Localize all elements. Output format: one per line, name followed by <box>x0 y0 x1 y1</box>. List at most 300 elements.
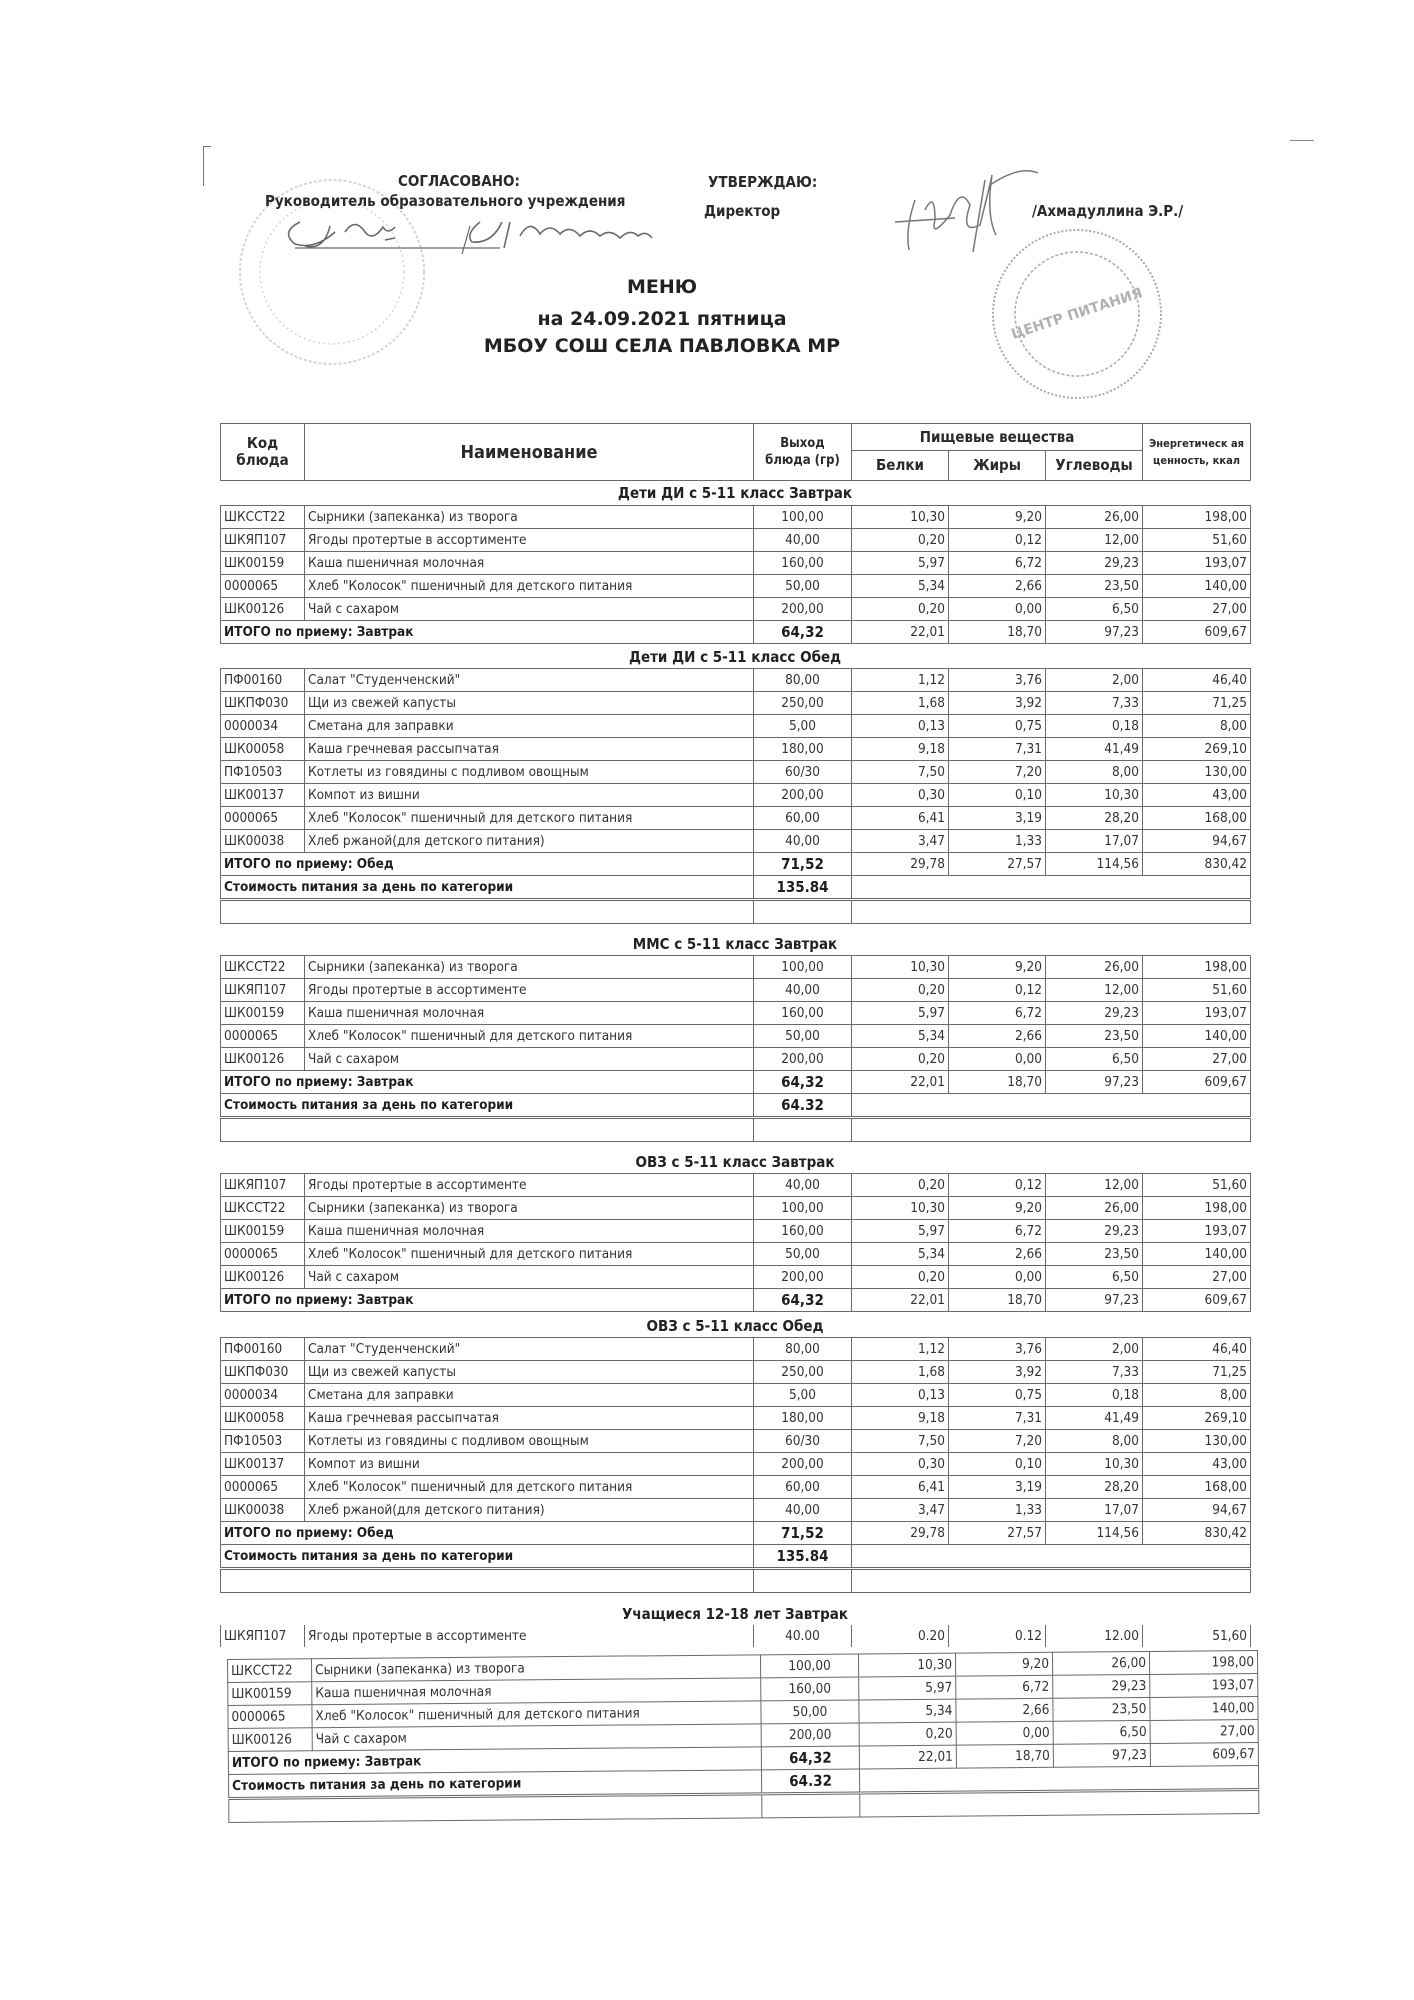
dish-protein: 9,18 <box>852 738 949 761</box>
section-title: Учащиеся 12-18 лет Завтрак <box>621 1605 849 1623</box>
dish-carbs: 8,00 <box>1046 1430 1143 1453</box>
empty-cell <box>221 1118 754 1142</box>
dish-carbs: 23,50 <box>1046 1243 1143 1266</box>
dish-name: Салат "Студенченский" <box>305 1338 754 1361</box>
total-carbs: 114,56 <box>1046 853 1143 876</box>
dish-fat: 3,76 <box>949 1338 1046 1361</box>
daily-cost-label: Стоимость питания за день по категории <box>221 1545 754 1569</box>
dish-energy: 94,67 <box>1143 830 1251 853</box>
table-row <box>221 761 1251 784</box>
dish-code: ШК00126 <box>228 1728 312 1752</box>
table-row <box>221 529 1251 552</box>
dish-protein: 0.20 <box>852 1625 949 1647</box>
total-label: ИТОГО по приему: Завтрак <box>228 1747 761 1775</box>
daily-cost-label: Стоимость питания за день по категории <box>221 876 754 900</box>
dish-yield: 80,00 <box>754 1338 852 1361</box>
dish-yield: 100,00 <box>754 1197 852 1220</box>
stamp-text: ЦЕНТР ПИТАНИЯ <box>1009 285 1145 343</box>
table-row <box>221 830 1251 853</box>
dish-fat: 6,72 <box>956 1675 1053 1699</box>
dish-yield: 40,00 <box>754 979 852 1002</box>
total-energy: 609,67 <box>1143 1071 1251 1094</box>
dish-yield: 50,00 <box>754 575 852 598</box>
dish-name: Ягоды протертые в ассортименте <box>305 1625 754 1647</box>
total-label: ИТОГО по приему: Обед <box>221 1522 754 1545</box>
dish-yield: 40,00 <box>754 830 852 853</box>
dish-fat: 0,00 <box>949 1266 1046 1289</box>
dish-name: Ягоды протертые в ассортименте <box>305 1174 754 1197</box>
dish-carbs: 26,00 <box>1046 1197 1143 1220</box>
table-row <box>221 1361 1251 1384</box>
dish-energy: 168,00 <box>1143 807 1251 830</box>
dish-energy: 198,00 <box>1149 1651 1257 1675</box>
dish-fat: 0,12 <box>949 529 1046 552</box>
dish-carbs: 29,23 <box>1046 552 1143 575</box>
dish-energy: 51,60 <box>1143 529 1251 552</box>
dish-fat: 0,12 <box>949 979 1046 1002</box>
dish-yield: 40.00 <box>754 1625 852 1647</box>
dish-protein: 0,20 <box>852 1174 949 1197</box>
dish-yield: 60/30 <box>754 1430 852 1453</box>
dish-carbs: 10,30 <box>1046 1453 1143 1476</box>
dish-protein: 0,20 <box>852 529 949 552</box>
total-fat: 18,70 <box>949 621 1046 644</box>
dish-fat: 0,12 <box>949 1174 1046 1197</box>
section-title: Дети ДИ с 5-11 класс Завтрак <box>617 484 853 502</box>
dish-fat: 0,75 <box>949 715 1046 738</box>
dish-energy: 140,00 <box>1150 1697 1258 1721</box>
dish-name: Ягоды протертые в ассортименте <box>305 979 754 1002</box>
dish-yield: 60,00 <box>754 807 852 830</box>
dish-fat: 3,19 <box>949 807 1046 830</box>
menu-section-table <box>220 668 1251 924</box>
empty-cell <box>852 876 1251 900</box>
dish-energy: 27,00 <box>1143 1266 1251 1289</box>
dish-name: Хлеб "Колосок" пшеничный для детского питания <box>305 1476 754 1499</box>
dish-carbs: 0,18 <box>1046 715 1143 738</box>
dish-energy: 71,25 <box>1143 1361 1251 1384</box>
dish-carbs: 28,20 <box>1046 807 1143 830</box>
dish-protein: 10,30 <box>852 956 949 979</box>
table-row <box>221 552 1251 575</box>
dish-carbs: 41,49 <box>1046 738 1143 761</box>
dish-energy: 43,00 <box>1143 1453 1251 1476</box>
dish-carbs: 10,30 <box>1046 784 1143 807</box>
dish-carbs: 6,50 <box>1046 1266 1143 1289</box>
dish-yield: 60/30 <box>754 761 852 784</box>
dish-code: ШКЯП107 <box>221 1174 305 1197</box>
dish-fat: 7,31 <box>949 1407 1046 1430</box>
dish-name: Каша гречневая рассыпчатая <box>305 738 754 761</box>
dish-carbs: 26,00 <box>1046 506 1143 529</box>
table-row <box>221 956 1251 979</box>
dish-energy: 27,00 <box>1143 1048 1251 1071</box>
dish-carbs: 12,00 <box>1046 529 1143 552</box>
table-row <box>221 1048 1251 1071</box>
dish-code: ШК00137 <box>221 784 305 807</box>
dish-carbs: 6,50 <box>1053 1720 1150 1744</box>
total-yield: 64,32 <box>754 1289 852 1312</box>
dish-name: Каша пшеничная молочная <box>305 552 754 575</box>
dish-code: ПФ00160 <box>221 1338 305 1361</box>
dish-carbs: 26,00 <box>1046 956 1143 979</box>
dish-energy: 8,00 <box>1143 1384 1251 1407</box>
col-code-header: Код блюда <box>221 424 305 481</box>
dish-name: Хлеб "Колосок" пшеничный для детского питания <box>305 1025 754 1048</box>
col-fat-header: Жиры <box>949 451 1046 481</box>
table-row <box>221 575 1251 598</box>
dish-name: Компот из вишни <box>305 784 754 807</box>
dish-energy: 193,07 <box>1143 552 1251 575</box>
dish-fat: 0.12 <box>949 1625 1046 1647</box>
dish-fat: 7,20 <box>949 761 1046 784</box>
dish-fat: 0,10 <box>949 1453 1046 1476</box>
dish-protein: 5,34 <box>852 1243 949 1266</box>
dish-carbs: 12,00 <box>1046 1174 1143 1197</box>
dish-fat: 7,20 <box>949 1430 1046 1453</box>
table-row <box>221 598 1251 621</box>
total-row <box>221 853 1251 876</box>
dish-fat: 6,72 <box>949 552 1046 575</box>
dish-protein: 1,68 <box>852 1361 949 1384</box>
dish-protein: 0,20 <box>852 979 949 1002</box>
total-energy: 830,42 <box>1143 853 1251 876</box>
table-row <box>221 1338 1251 1361</box>
dish-code: ШКССТ22 <box>221 506 305 529</box>
dish-protein: 9,18 <box>852 1407 949 1430</box>
menu-section-table <box>220 1173 1251 1312</box>
dish-yield: 50,00 <box>754 1243 852 1266</box>
col-nutrients-header: Пищевые вещества <box>852 424 1143 451</box>
total-row <box>221 1289 1251 1312</box>
total-protein: 29,78 <box>852 853 949 876</box>
dish-protein: 0,20 <box>852 1266 949 1289</box>
menu-section-table <box>220 1337 1251 1593</box>
partial-table-row-cut-off <box>220 1625 1251 1647</box>
dish-name: Сырники (запеканка) из творога <box>305 506 754 529</box>
total-energy: 609,67 <box>1143 1289 1251 1312</box>
empty-cell <box>859 1766 1258 1793</box>
daily-cost-value: 135.84 <box>754 1545 852 1569</box>
dish-energy: 27,00 <box>1143 598 1251 621</box>
dish-protein: 5,97 <box>852 1220 949 1243</box>
table-row <box>221 692 1251 715</box>
dish-fat: 0,75 <box>949 1384 1046 1407</box>
col-energy-header: Энергетическ ая ценность, ккал <box>1143 424 1251 481</box>
total-energy: 609,67 <box>1150 1743 1258 1767</box>
dish-yield: 50,00 <box>754 1025 852 1048</box>
dish-protein: 5,97 <box>852 1002 949 1025</box>
total-yield: 64,32 <box>754 1071 852 1094</box>
total-yield: 64,32 <box>761 1746 859 1770</box>
dish-carbs: 7,33 <box>1046 1361 1143 1384</box>
dish-fat: 0,00 <box>949 1048 1046 1071</box>
total-energy: 830,42 <box>1143 1522 1251 1545</box>
daily-cost-value: 64.32 <box>761 1769 859 1794</box>
dish-fat: 0,00 <box>949 598 1046 621</box>
table-row <box>221 1625 1251 1647</box>
table-row <box>221 1025 1251 1048</box>
empty-cell <box>221 900 754 924</box>
dish-energy: 269,10 <box>1143 1407 1251 1430</box>
dish-protein: 0,20 <box>859 1722 956 1746</box>
dish-energy: 269,10 <box>1143 738 1251 761</box>
daily-cost-row <box>221 876 1251 900</box>
table-row <box>221 1220 1251 1243</box>
table-row <box>221 1266 1251 1289</box>
dish-fat: 2,66 <box>949 575 1046 598</box>
school-name: МБОУ СОШ СЕЛА ПАВЛОВКА МР <box>483 335 841 357</box>
dish-carbs: 6,50 <box>1046 598 1143 621</box>
dish-yield: 200,00 <box>754 1266 852 1289</box>
daily-cost-label: Стоимость питания за день по категории <box>221 1094 754 1118</box>
dish-name: Чай с сахаром <box>312 1724 761 1751</box>
total-yield: 71,52 <box>754 1522 852 1545</box>
dish-yield: 100,00 <box>754 506 852 529</box>
dish-energy: 43,00 <box>1143 784 1251 807</box>
dish-carbs: 17,07 <box>1046 830 1143 853</box>
dish-carbs: 17,07 <box>1046 1499 1143 1522</box>
dish-energy: 140,00 <box>1143 1025 1251 1048</box>
empty-cell <box>852 1118 1251 1142</box>
table-row <box>221 669 1251 692</box>
dish-yield: 100,00 <box>760 1654 858 1678</box>
dish-energy: 51,60 <box>1143 1174 1251 1197</box>
dish-code: ШКССТ22 <box>228 1659 312 1683</box>
empty-cell <box>221 1569 754 1593</box>
dish-code: ПФ00160 <box>221 669 305 692</box>
total-protein: 22,01 <box>852 1071 949 1094</box>
dish-yield: 200,00 <box>754 598 852 621</box>
dish-yield: 160,00 <box>754 1220 852 1243</box>
dish-yield: 250,00 <box>754 1361 852 1384</box>
dish-fat: 0,00 <box>956 1721 1053 1745</box>
dish-yield: 60,00 <box>754 1476 852 1499</box>
dish-carbs: 23,50 <box>1046 1025 1143 1048</box>
dish-energy: 46,40 <box>1143 669 1251 692</box>
dish-yield: 180,00 <box>754 738 852 761</box>
dish-protein: 5,34 <box>859 1699 956 1723</box>
dish-name: Чай с сахаром <box>305 598 754 621</box>
dish-code: ШК00038 <box>221 830 305 853</box>
dish-code: ПФ10503 <box>221 1430 305 1453</box>
total-carbs: 97,23 <box>1046 1071 1143 1094</box>
dish-fat: 7,31 <box>949 738 1046 761</box>
dish-yield: 160,00 <box>754 552 852 575</box>
dish-yield: 200,00 <box>761 1723 859 1747</box>
empty-cell <box>852 1094 1251 1118</box>
empty-cell <box>754 1118 852 1142</box>
section-title: ОВЗ с 5-11 класс Завтрак <box>635 1153 835 1171</box>
dish-fat: 9,20 <box>949 1197 1046 1220</box>
section-title: Дети ДИ с 5-11 класс Обед <box>628 648 842 666</box>
dish-code: ШКССТ22 <box>221 1197 305 1220</box>
col-protein-header: Белки <box>852 451 949 481</box>
table-row <box>221 1476 1251 1499</box>
total-carbs: 114,56 <box>1046 1522 1143 1545</box>
dish-code: ШКЯП107 <box>221 529 305 552</box>
table-row <box>221 979 1251 1002</box>
empty-cell <box>754 900 852 924</box>
dish-carbs: 2,00 <box>1046 669 1143 692</box>
dish-fat: 2,66 <box>956 1698 1053 1722</box>
dish-name: Щи из свежей капусты <box>305 1361 754 1384</box>
dish-code: ШК00058 <box>221 738 305 761</box>
dish-fat: 6,72 <box>949 1002 1046 1025</box>
daily-cost-row <box>221 1545 1251 1569</box>
total-fat: 27,57 <box>949 853 1046 876</box>
total-yield: 71,52 <box>754 853 852 876</box>
dish-code: ШК00126 <box>221 1048 305 1071</box>
dish-energy: 198,00 <box>1143 1197 1251 1220</box>
col-name-header: Наименование <box>305 424 754 481</box>
daily-cost-label: Стоимость питания за день по категории <box>229 1770 762 1799</box>
dish-code: ШКЯП107 <box>221 979 305 1002</box>
empty-cell <box>860 1790 1259 1817</box>
dish-code: ШК00159 <box>228 1682 312 1706</box>
dish-fat: 3,92 <box>949 1361 1046 1384</box>
dish-protein: 5,34 <box>852 575 949 598</box>
dish-code: 0000065 <box>221 1476 305 1499</box>
dish-energy: 193,07 <box>1143 1002 1251 1025</box>
dish-protein: 10,30 <box>852 506 949 529</box>
dish-protein: 3,47 <box>852 830 949 853</box>
dish-code: ШКЯП107 <box>221 1625 305 1647</box>
dish-code: ШК00126 <box>221 598 305 621</box>
dish-protein: 1,12 <box>852 669 949 692</box>
dish-fat: 9,20 <box>949 506 1046 529</box>
dish-fat: 1,33 <box>949 830 1046 853</box>
dish-name: Каша пшеничная молочная <box>312 1678 761 1705</box>
col-carbs-header: Углеводы <box>1046 451 1143 481</box>
dish-fat: 0,10 <box>949 784 1046 807</box>
daily-cost-value: 64.32 <box>754 1094 852 1118</box>
dish-protein: 0,20 <box>852 598 949 621</box>
blank-row <box>221 1569 1251 1593</box>
dish-protein: 1,12 <box>852 1338 949 1361</box>
dish-yield: 160,00 <box>761 1677 859 1701</box>
menu-date: на 24.09.2021 пятница <box>537 308 787 330</box>
total-carbs: 97,23 <box>1046 621 1143 644</box>
total-row <box>221 621 1251 644</box>
table-row <box>221 1499 1251 1522</box>
dish-protein: 5,97 <box>852 552 949 575</box>
daily-cost-row <box>221 1094 1251 1118</box>
dish-protein: 0,13 <box>852 715 949 738</box>
dish-name: Сметана для заправки <box>305 1384 754 1407</box>
dish-code: ПФ10503 <box>221 761 305 784</box>
dish-protein: 0,13 <box>852 1384 949 1407</box>
dish-fat: 2,66 <box>949 1243 1046 1266</box>
dish-code: ШКПФ030 <box>221 692 305 715</box>
dish-protein: 5,34 <box>852 1025 949 1048</box>
total-row <box>221 1071 1251 1094</box>
table-row <box>221 1243 1251 1266</box>
dish-yield: 200,00 <box>754 784 852 807</box>
approved-role: Руководитель образовательного учреждения <box>265 192 626 210</box>
dish-name: Чай с сахаром <box>305 1266 754 1289</box>
dish-yield: 250,00 <box>754 692 852 715</box>
dish-code: ШКССТ22 <box>221 956 305 979</box>
dish-energy: 46,40 <box>1143 1338 1251 1361</box>
dish-carbs: 7,33 <box>1046 692 1143 715</box>
dish-name: Котлеты из говядины с подливом овощным <box>305 1430 754 1453</box>
menu-section-table <box>220 955 1251 1142</box>
dish-protein: 0,30 <box>852 784 949 807</box>
dish-name: Сметана для заправки <box>305 715 754 738</box>
dish-yield: 5,00 <box>754 1384 852 1407</box>
empty-cell <box>852 1569 1251 1593</box>
dish-protein: 0,30 <box>852 1453 949 1476</box>
dish-code: ШКПФ030 <box>221 1361 305 1384</box>
dish-carbs: 29,23 <box>1046 1220 1143 1243</box>
dish-code: 0000034 <box>221 1384 305 1407</box>
dish-name: Сырники (запеканка) из творога <box>312 1655 761 1682</box>
dish-name: Ягоды протертые в ассортименте <box>305 529 754 552</box>
dish-name: Щи из свежей капусты <box>305 692 754 715</box>
handwritten-signature-director <box>895 171 1038 252</box>
dish-energy: 193,07 <box>1143 1220 1251 1243</box>
table-row <box>221 807 1251 830</box>
empty-cell <box>852 1545 1251 1569</box>
dish-protein: 5,97 <box>859 1676 956 1700</box>
total-carbs: 97,23 <box>1053 1743 1150 1767</box>
dish-yield: 40,00 <box>754 1499 852 1522</box>
dish-yield: 180,00 <box>754 1407 852 1430</box>
empty-cell <box>762 1793 860 1818</box>
table-row <box>221 506 1251 529</box>
menu-table-header <box>220 423 1251 481</box>
dish-carbs: 28,20 <box>1046 1476 1143 1499</box>
dish-name: Каша пшеничная молочная <box>305 1220 754 1243</box>
dish-protein: 7,50 <box>852 761 949 784</box>
dish-name: Хлеб "Колосок" пшеничный для детского питания <box>305 807 754 830</box>
dish-carbs: 2,00 <box>1046 1338 1143 1361</box>
col-yield-header: Выход блюда (гр) <box>754 424 852 481</box>
dish-yield: 100,00 <box>754 956 852 979</box>
table-row <box>221 1430 1251 1453</box>
dish-name: Хлеб ржаной(для детского питания) <box>305 1499 754 1522</box>
confirm-label: УТВЕРЖДАЮ: <box>708 173 818 191</box>
menu-section-table <box>220 505 1251 644</box>
document-title: МЕНЮ <box>626 276 698 298</box>
dish-fat: 3,92 <box>949 692 1046 715</box>
total-fat: 18,70 <box>956 1744 1053 1768</box>
dish-code: ШК00159 <box>221 1002 305 1025</box>
total-row <box>221 1522 1251 1545</box>
total-protein: 29,78 <box>852 1522 949 1545</box>
dish-energy: 140,00 <box>1143 1243 1251 1266</box>
dish-name: Хлеб "Колосок" пшеничный для детского питания <box>305 1243 754 1266</box>
total-label: ИТОГО по приему: Завтрак <box>221 1071 754 1094</box>
dish-fat: 3,19 <box>949 1476 1046 1499</box>
dish-energy: 27,00 <box>1150 1720 1258 1744</box>
total-label: ИТОГО по приему: Обед <box>221 853 754 876</box>
dish-energy: 140,00 <box>1143 575 1251 598</box>
dish-code: 0000034 <box>221 715 305 738</box>
dish-protein: 7,50 <box>852 1430 949 1453</box>
section-title: ММС с 5-11 класс Завтрак <box>632 935 838 953</box>
table-row <box>221 784 1251 807</box>
dish-carbs: 26,00 <box>1052 1651 1149 1675</box>
dish-energy: 71,25 <box>1143 692 1251 715</box>
dish-protein: 0,20 <box>852 1048 949 1071</box>
dish-yield: 160,00 <box>754 1002 852 1025</box>
total-protein: 22,01 <box>852 621 949 644</box>
dish-protein: 6,41 <box>852 1476 949 1499</box>
total-fat: 18,70 <box>949 1289 1046 1312</box>
dish-name: Хлеб ржаной(для детского питания) <box>305 830 754 853</box>
